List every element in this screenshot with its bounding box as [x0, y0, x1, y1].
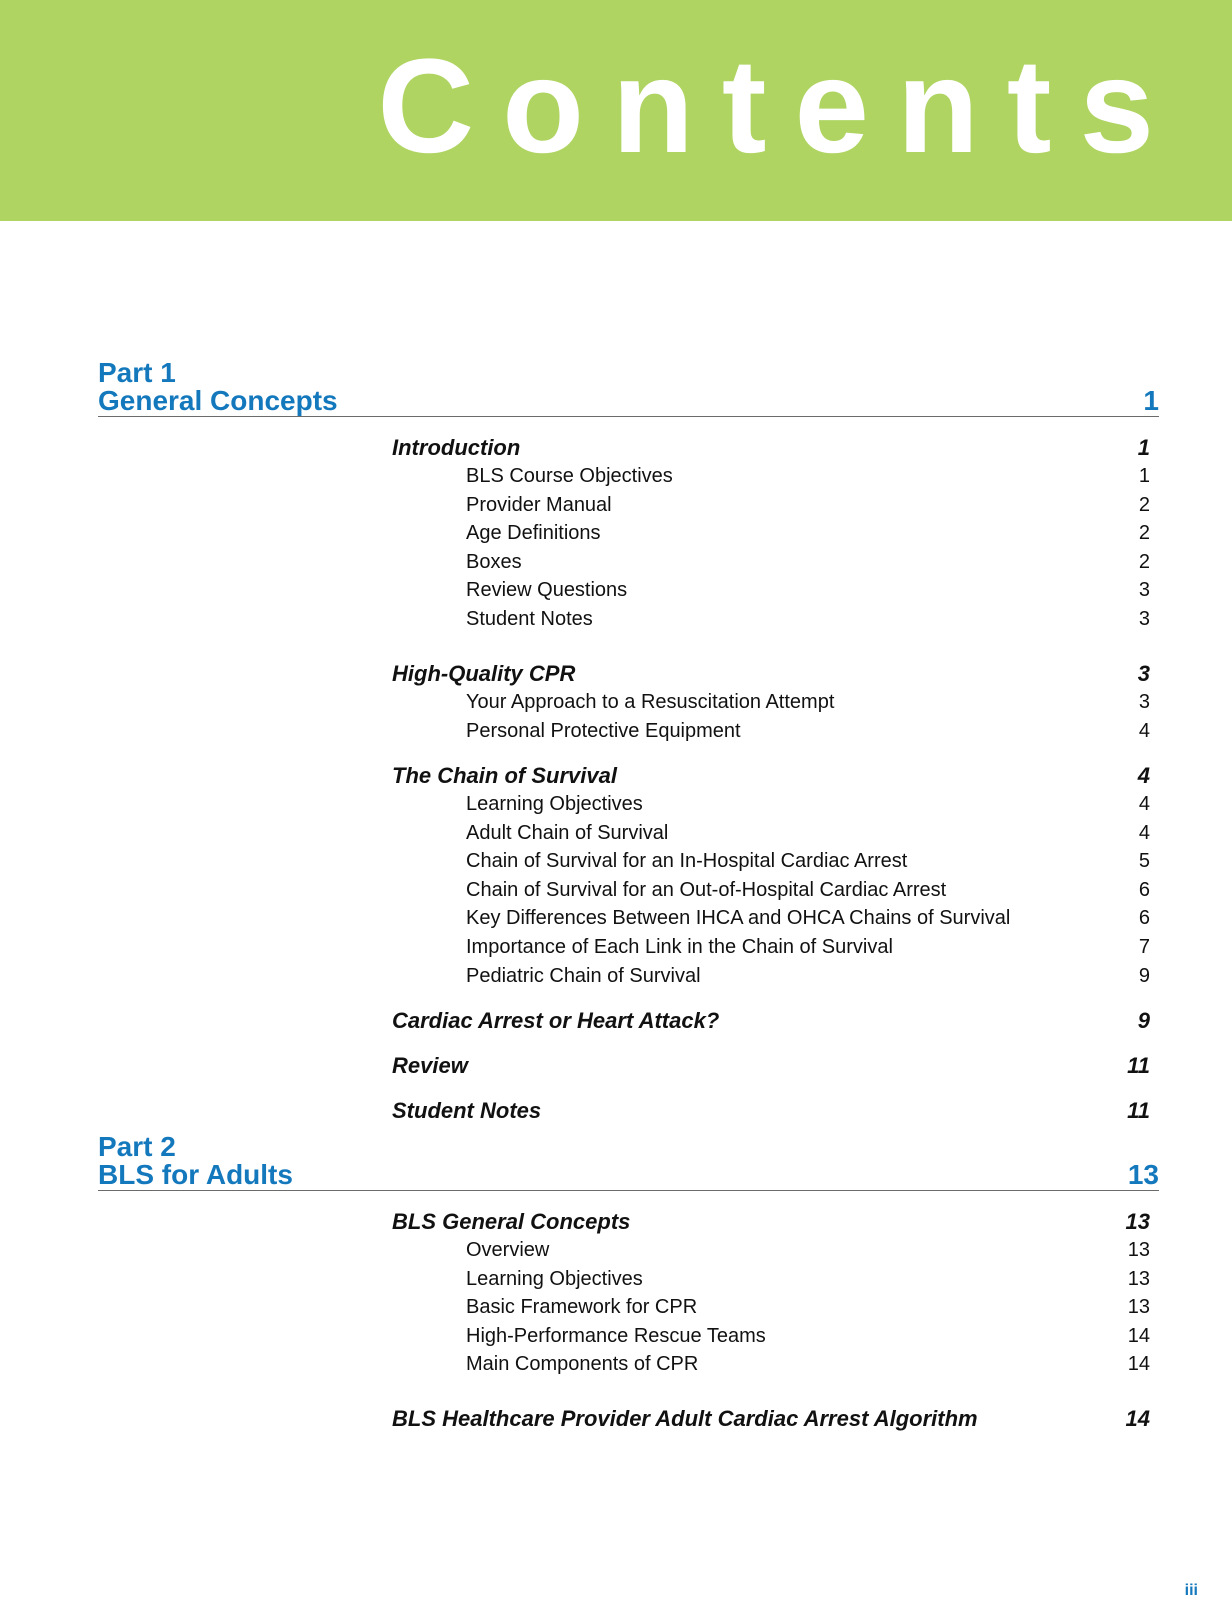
toc-entry[interactable] [392, 962, 1150, 991]
toc-section [392, 1207, 1150, 1379]
toc-entry[interactable] [392, 876, 1150, 905]
section-heading[interactable] [392, 761, 1150, 790]
header-banner [0, 0, 1232, 221]
entry-title: Key Differences Between IHCA and OHCA Chains of Survival [466, 907, 1011, 930]
toc-entry[interactable] [392, 933, 1150, 962]
part-title: BLS for Adults [98, 1159, 293, 1190]
entry-page-number: 9 [1138, 964, 1150, 987]
toc-entry[interactable] [392, 1350, 1150, 1379]
toc-section [392, 761, 1150, 990]
section-heading[interactable] [392, 1096, 1150, 1125]
entry-page-number: 14 [1127, 1353, 1150, 1376]
section-title: BLS Healthcare Provider Adult Cardiac Arrest Algorithm [392, 1406, 978, 1431]
toc-entry[interactable] [392, 462, 1150, 491]
section-title: BLS General Concepts [392, 1209, 631, 1234]
entry-page-number: 2 [1138, 522, 1150, 545]
entry-title: Pediatric Chain of Survival [466, 964, 701, 987]
section-page-number: 13 [1125, 1209, 1150, 1234]
entry-page-number: 7 [1138, 935, 1150, 958]
entry-title: Overview [466, 1239, 550, 1261]
toc-entry[interactable] [392, 904, 1150, 933]
entry-title: Basic Framework for CPR [466, 1296, 698, 1319]
entry-page-number: 13 [1127, 1239, 1150, 1261]
page-title: Contents [377, 32, 1182, 181]
toc-entry[interactable] [392, 605, 1150, 634]
toc-section [392, 1096, 1150, 1125]
section-heading[interactable] [392, 1006, 1150, 1035]
entry-title: Adult Chain of Survival [466, 821, 669, 844]
section-title: Student Notes [392, 1098, 542, 1123]
entry-title: Provider Manual [466, 493, 612, 516]
toc-entry[interactable] [392, 847, 1150, 876]
page-folio: iii [1184, 1582, 1198, 1599]
entry-page-number: 14 [1127, 1324, 1150, 1347]
entry-page-number: 6 [1138, 907, 1150, 930]
toc-entry[interactable] [392, 1293, 1150, 1322]
entry-page-number: 3 [1138, 607, 1150, 630]
entry-title: Personal Protective Equipment [466, 719, 741, 742]
toc-entry[interactable] [392, 1236, 1150, 1265]
section-heading[interactable] [392, 1404, 1150, 1433]
toc-entry[interactable] [392, 688, 1150, 717]
toc-entry[interactable] [392, 491, 1150, 520]
entry-page-number: 13 [1127, 1267, 1150, 1290]
entry-page-number: 3 [1138, 579, 1150, 602]
section-page-number: 14 [1125, 1406, 1150, 1431]
section-page-number: 1 [1137, 435, 1150, 460]
section-heading[interactable] [392, 433, 1150, 462]
section-page-number: 11 [1127, 1098, 1150, 1123]
entry-title: Your Approach to a Resuscitation Attempt [466, 691, 835, 713]
entry-title: Chain of Survival for an In-Hospital Cardiac Arrest [466, 850, 908, 873]
section-title: Cardiac Arrest or Heart Attack? [392, 1008, 720, 1033]
section-title: The Chain of Survival [392, 763, 617, 788]
entry-title: Age Definitions [466, 522, 601, 545]
section-heading[interactable] [392, 1207, 1150, 1236]
toc-entry[interactable] [392, 819, 1150, 848]
toc-entry[interactable] [392, 576, 1150, 605]
toc-entry[interactable] [392, 1322, 1150, 1351]
section-page-number: 9 [1137, 1008, 1150, 1033]
entry-page-number: 3 [1138, 691, 1150, 713]
entry-page-number: 13 [1127, 1296, 1150, 1319]
toc-entry[interactable] [392, 790, 1150, 819]
toc-entry[interactable] [392, 548, 1150, 577]
entry-page-number: 2 [1138, 493, 1150, 516]
entry-title: Chain of Survival for an Out-of-Hospital Cardiac Arrest [466, 878, 947, 901]
entry-title: Student Notes [466, 607, 593, 630]
part-heading[interactable] [98, 1131, 1159, 1191]
entry-title: Review Questions [466, 579, 628, 602]
section-title: Review [392, 1053, 468, 1078]
part-label: Part 1 [98, 357, 176, 388]
entry-page-number: 2 [1138, 550, 1150, 573]
section-page-number: 11 [1127, 1053, 1150, 1078]
section-heading[interactable] [392, 1051, 1150, 1080]
toc-section [392, 659, 1150, 745]
entry-title: Learning Objectives [466, 1267, 643, 1290]
part-label: Part 2 [98, 1131, 176, 1162]
toc-entry[interactable] [392, 1265, 1150, 1294]
entry-page-number: 1 [1138, 465, 1150, 487]
section-title: High-Quality CPR [392, 661, 576, 686]
part-heading[interactable] [98, 357, 1159, 417]
entry-page-number: 4 [1138, 821, 1150, 844]
toc-section [392, 433, 1150, 634]
section-page-number: 4 [1137, 763, 1150, 788]
toc-entry[interactable] [392, 519, 1150, 548]
toc-section [392, 1051, 1150, 1080]
entry-title: Main Components of CPR [466, 1353, 699, 1376]
section-page-number: 3 [1137, 661, 1150, 686]
entry-title: Importance of Each Link in the Chain of Survival [466, 935, 893, 958]
part-page-number: 13 [1127, 1159, 1159, 1190]
entry-page-number: 4 [1138, 793, 1150, 815]
entry-title: High-Performance Rescue Teams [466, 1324, 766, 1347]
entry-page-number: 6 [1138, 878, 1150, 901]
toc-entry[interactable] [392, 717, 1150, 746]
entry-title: BLS Course Objectives [466, 465, 673, 487]
section-heading[interactable] [392, 659, 1150, 688]
section-title: Introduction [392, 435, 521, 460]
part-title: General Concepts [98, 385, 338, 416]
toc-section [392, 1006, 1150, 1035]
entry-title: Boxes [466, 550, 522, 573]
entry-page-number: 5 [1138, 850, 1150, 873]
entry-page-number: 4 [1138, 719, 1150, 742]
entry-title: Learning Objectives [466, 793, 643, 815]
toc-section [392, 1404, 1150, 1433]
part-page-number: 1 [1143, 385, 1159, 416]
